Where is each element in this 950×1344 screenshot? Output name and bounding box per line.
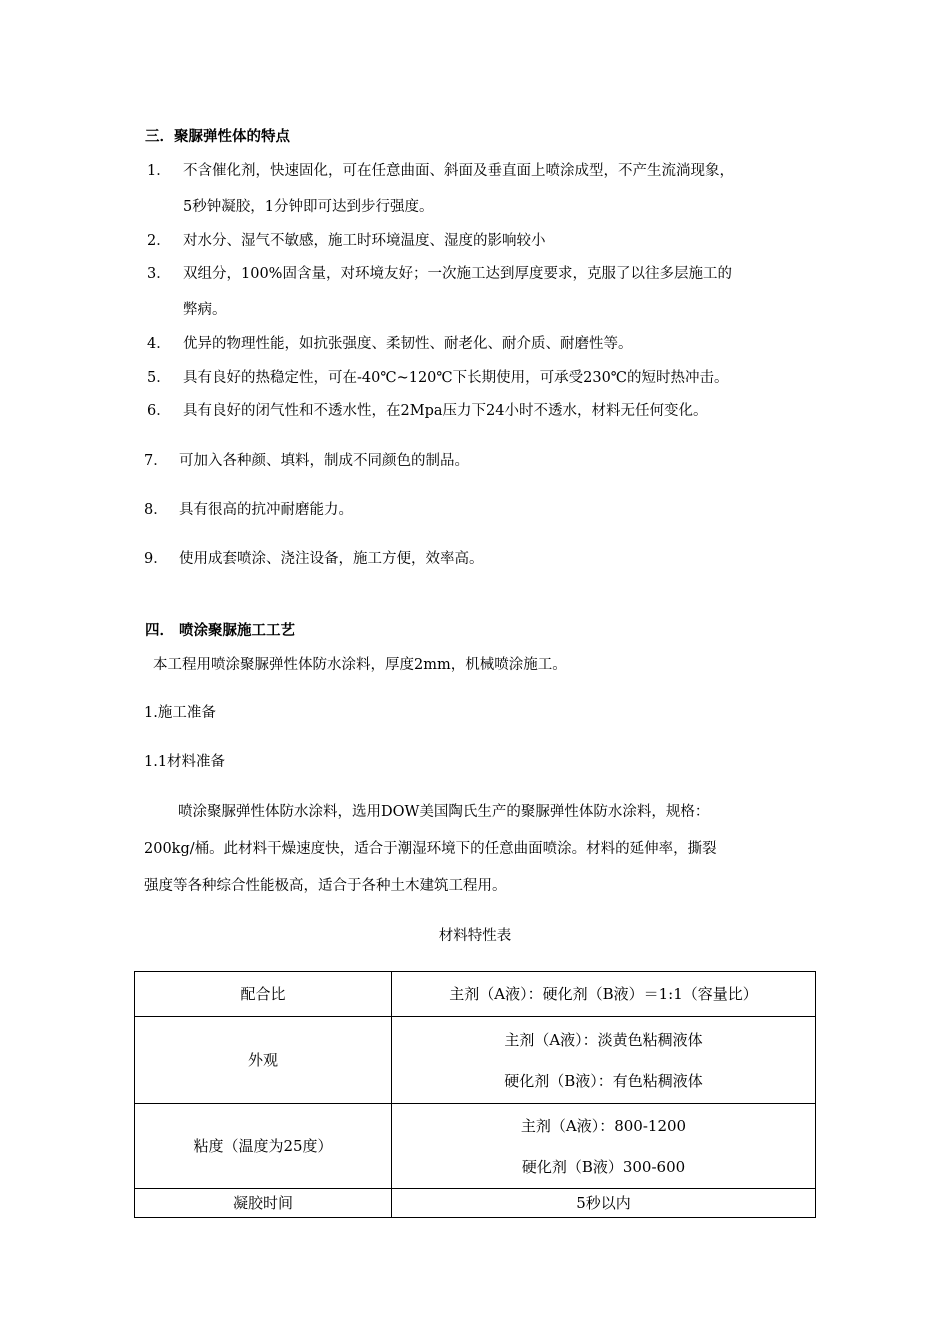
table-cell-label: 配合比	[135, 972, 392, 1017]
list-item	[144, 500, 353, 520]
list-number: 2．	[147, 233, 171, 249]
list-item	[147, 334, 633, 354]
list-text: 优异的物理性能，如抗张强度、柔韧性、耐老化、耐介质、耐磨性等。	[183, 336, 633, 352]
table-cell-label: 粘度（温度为25度）	[135, 1104, 392, 1189]
material-properties-table	[134, 971, 816, 1218]
table-title: 材料特性表	[438, 928, 512, 944]
list-number: 4．	[147, 336, 171, 352]
paragraph-line: 强度等各种综合性能极高，适合于各种土木建筑工程用。	[144, 878, 507, 894]
section4-intro: 本工程用喷涂聚脲弹性体防水涂料，厚度2mm，机械喷涂施工。	[153, 657, 567, 673]
list-text-continued: 弊病。	[183, 302, 227, 318]
list-text: 对水分、湿气不敏感，施工时环境温度、湿度的影响较小	[183, 233, 546, 249]
list-number: 7．	[144, 453, 168, 469]
section4-heading: 四． 喷涂聚脲施工工艺	[145, 622, 296, 639]
list-item	[147, 264, 732, 284]
list-number: 3．	[147, 266, 171, 282]
list-text: 双组分，100%固含量，对环境友好；一次施工达到厚度要求，克服了以往多层施工的	[183, 266, 732, 282]
list-item	[144, 549, 484, 569]
subheading-material-prep: 1.1材料准备	[144, 754, 226, 770]
table-cell-label: 外观	[135, 1017, 392, 1104]
list-item	[144, 451, 469, 471]
list-item	[147, 368, 729, 388]
list-text: 具有良好的闭气性和不透水性，在2Mpa压力下24小时不透水，材料无任何变化。	[183, 403, 708, 419]
table-row	[135, 972, 816, 1017]
table-cell-value: 主剂（A液）：淡黄色粘稠液体 硬化剂（B液）：有色粘稠液体	[392, 1017, 816, 1104]
list-text: 具有良好的热稳定性，可在-40℃~120℃下长期使用，可承受230℃的短时热冲击。	[183, 370, 729, 386]
list-number: 9．	[144, 551, 168, 567]
list-text: 不含催化剂，快速固化，可在任意曲面、斜面及垂直面上喷涂成型，不产生流淌现象，	[183, 163, 734, 179]
list-item	[147, 231, 546, 251]
list-item	[147, 401, 707, 421]
table-cell-label: 凝胶时间	[135, 1189, 392, 1218]
list-text-continued: 5秒钟凝胶，1分钟即可达到步行强度。	[183, 199, 434, 215]
list-number: 6．	[147, 403, 171, 419]
paragraph-line: 200kg/桶。此材料干燥速度快，适合于潮湿环境下的任意曲面喷涂。材料的延伸率，撕裂	[144, 841, 717, 857]
table-cell-value: 主剂（A液）：硬化剂（B液）＝1:1（容量比）	[392, 972, 816, 1017]
subheading-construction-prep: 1.施工准备	[144, 705, 216, 721]
table-cell-value: 主剂（A液）：800-1200 硬化剂（B液）300-600	[392, 1104, 816, 1189]
list-text: 可加入各种颜、填料，制成不同颜色的制品。	[179, 453, 469, 469]
table-cell-value: 5秒以内	[392, 1189, 816, 1218]
list-number: 8．	[144, 502, 168, 518]
list-text: 具有很高的抗冲耐磨能力。	[179, 502, 353, 518]
list-number: 5．	[147, 370, 171, 386]
list-number: 1．	[147, 163, 171, 179]
list-text: 使用成套喷涂、浇注设备，施工方便，效率高。	[179, 551, 484, 567]
paragraph-line: 喷涂聚脲弹性体防水涂料，选用DOW美国陶氏生产的聚脲弹性体防水涂料，规格：	[178, 804, 710, 820]
table-row	[135, 1189, 816, 1218]
table-row	[135, 1017, 816, 1104]
section3-heading: 三．聚脲弹性体的特点	[145, 128, 290, 145]
list-item	[147, 161, 734, 181]
table-row	[135, 1104, 816, 1189]
